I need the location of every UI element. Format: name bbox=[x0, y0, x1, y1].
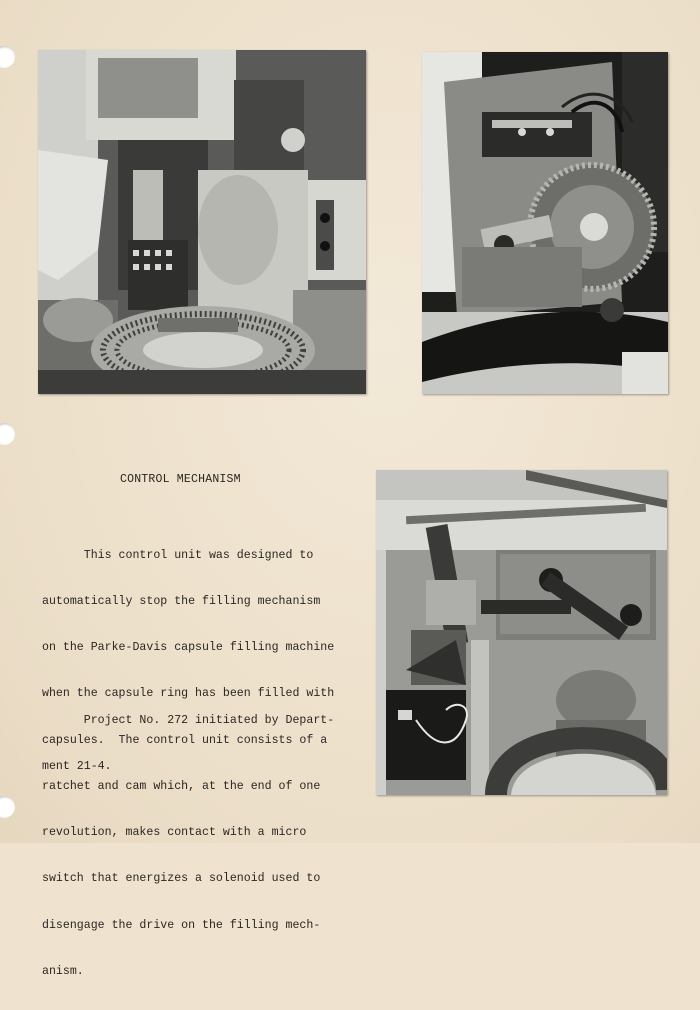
text-line: revolution, makes contact with a micro bbox=[42, 826, 307, 840]
text-line: automatically stop the filling mechanism bbox=[42, 595, 321, 609]
photo-ratchet-microswitch bbox=[422, 52, 668, 394]
text-line: Project No. 272 initiated by Depart- bbox=[42, 713, 335, 727]
text-line: disengage the drive on the filling mech- bbox=[42, 918, 321, 932]
text-line: ment 21-4. bbox=[42, 760, 112, 774]
binder-hole bbox=[0, 46, 15, 68]
project-paragraph bbox=[42, 682, 360, 805]
text-line: switch that energizes a solenoid used to bbox=[42, 872, 321, 886]
text-line: anism. bbox=[42, 964, 84, 978]
section-title: CONTROL MECHANISM bbox=[120, 473, 241, 486]
text-line: capsules. The control unit consists of a bbox=[42, 733, 328, 747]
photo-solenoid-linkage bbox=[376, 470, 667, 795]
text-line: ratchet and cam which, at the end of one bbox=[42, 779, 321, 793]
text-line: when the capsule ring has been filled with bbox=[42, 687, 335, 701]
binder-hole bbox=[0, 796, 15, 818]
photo-capsule-filling-machine bbox=[38, 50, 366, 394]
text-line: on the Parke-Davis capsule filling machine bbox=[42, 641, 335, 655]
text-line: This control unit was designed to bbox=[42, 548, 314, 562]
binder-hole bbox=[0, 423, 15, 445]
